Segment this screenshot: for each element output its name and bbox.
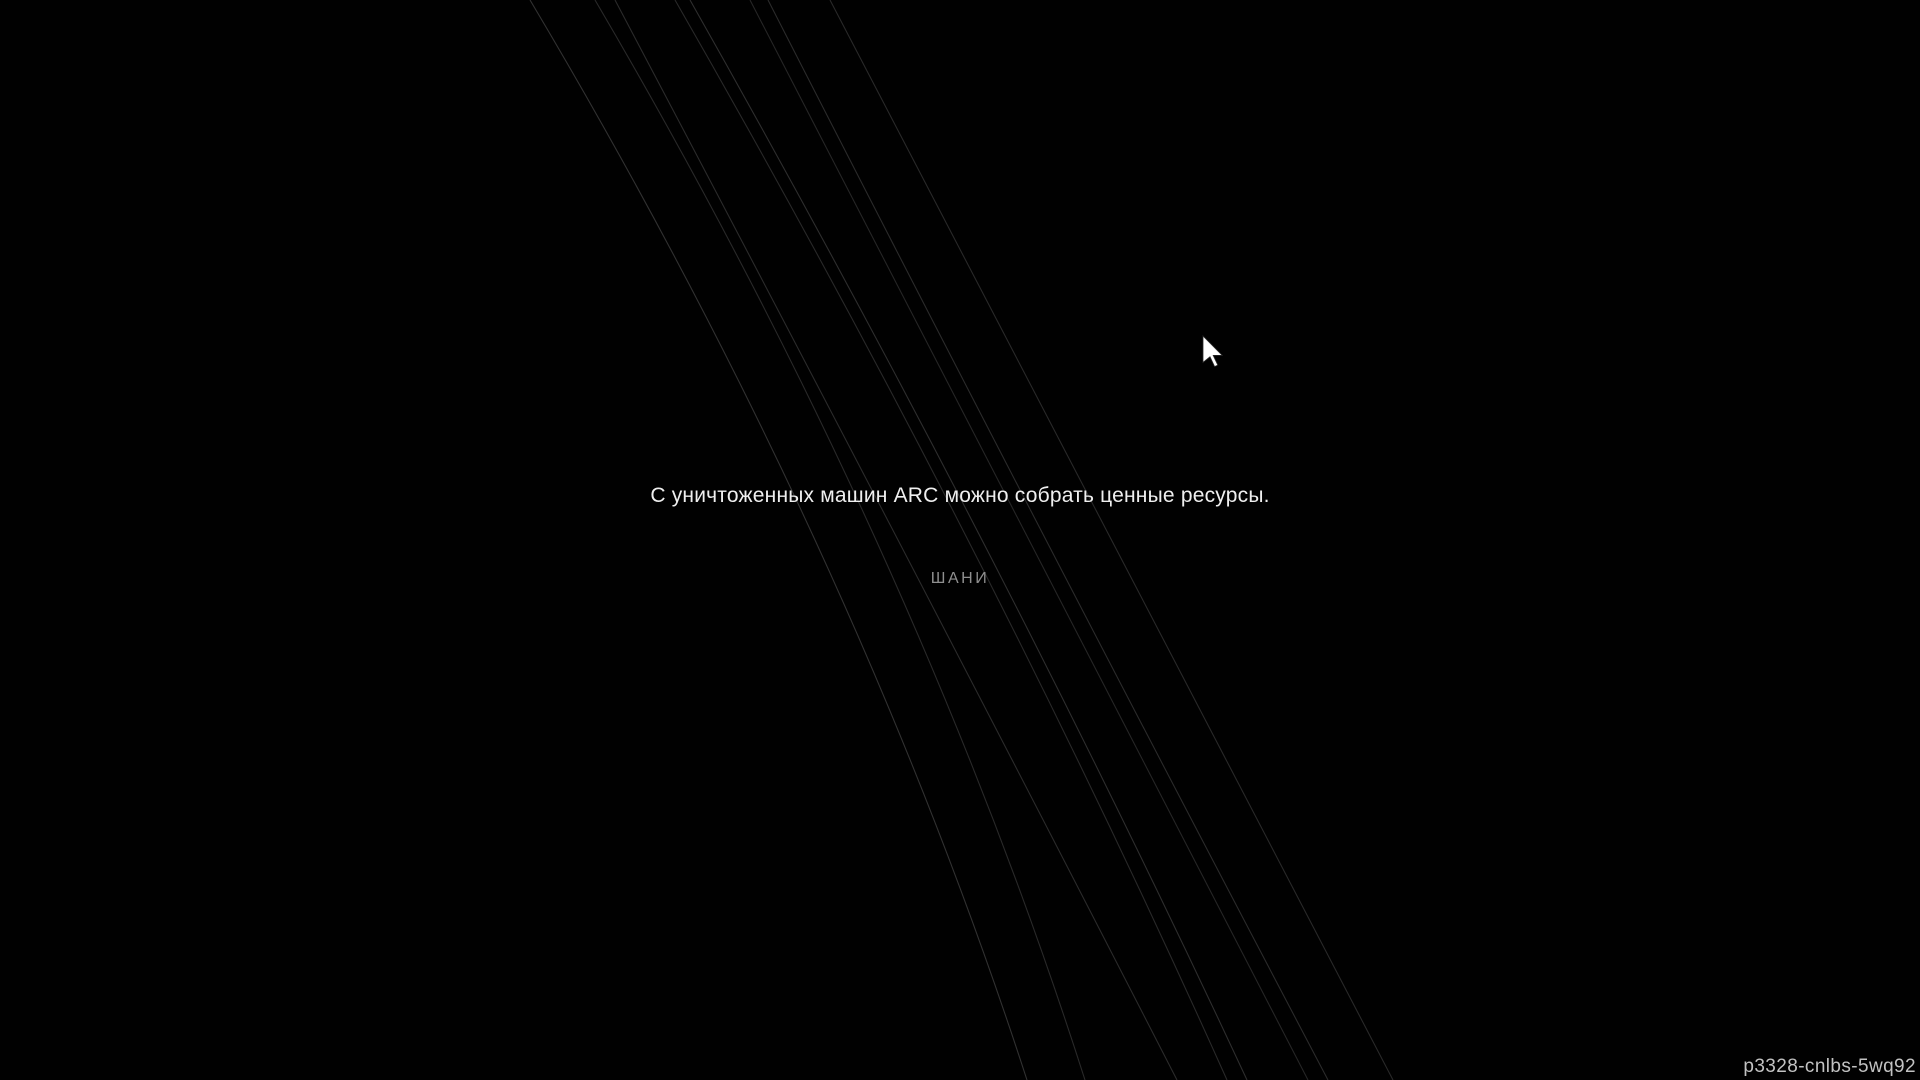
contour-line xyxy=(750,0,1308,1080)
contour-line xyxy=(595,0,1085,1080)
loading-tip-text: С уничтоженных машин ARC можно собрать ценные ресурсы. xyxy=(650,484,1270,507)
contour-line xyxy=(768,0,1328,1080)
contour-line xyxy=(615,0,1177,1080)
contour-line xyxy=(830,0,1393,1080)
location-name-label: ШАНИ xyxy=(930,570,990,587)
contour-line xyxy=(530,0,1027,1080)
contour-line xyxy=(675,0,1227,1080)
session-id-label: p3328-cnlbs-5wq92 xyxy=(1743,1056,1916,1077)
